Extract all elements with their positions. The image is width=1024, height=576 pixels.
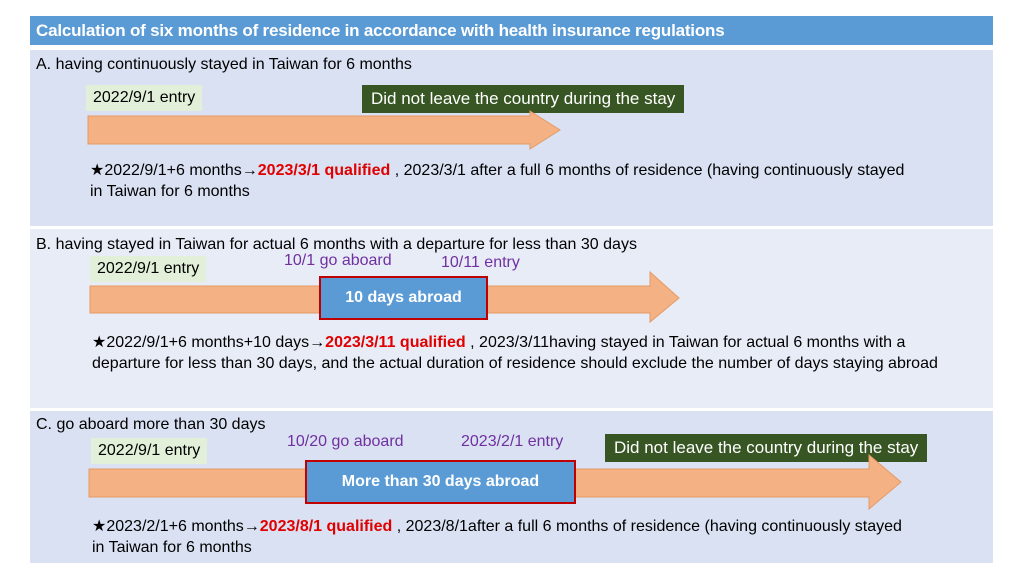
page-title: Calculation of six months of residence in accordance with health insurance regulations — [30, 16, 993, 45]
section-c-go-aboard-label: 10/20 go aboard — [287, 433, 404, 450]
section-b-note-prefix: ★2022/9/1+6 months+10 days→ — [92, 334, 326, 351]
section-a-title: A. having continuously stayed in Taiwan for 6 months — [36, 56, 412, 73]
section-a-note — [90, 160, 910, 202]
section-c-qualified-date: 2023/8/1 qualified — [259, 518, 393, 535]
section-b-abroad-box: 10 days abroad — [319, 276, 488, 320]
section-b-entry-label: 2022/9/1 entry — [90, 256, 206, 282]
section-a-entry-label: 2022/9/1 entry — [86, 85, 202, 111]
section-a-timeline-arrow — [88, 111, 563, 149]
section-c-title: C. go aboard more than 30 days — [36, 416, 266, 433]
section-b-go-aboard-label: 10/1 go aboard — [284, 252, 392, 269]
section-a-stay-label: Did not leave the country during the stay — [362, 85, 684, 113]
section-b-qualified-date: 2023/3/11 qualified — [325, 334, 466, 351]
section-c-entry-label: 2022/9/1 entry — [91, 438, 207, 464]
section-c-reentry-label: 2023/2/1 entry — [461, 433, 564, 450]
section-b-title: B. having stayed in Taiwan for actual 6 months with a departure for less than 30 days — [36, 236, 637, 253]
section-c-stay-label: Did not leave the country during the stay — [605, 434, 927, 462]
section-b-note — [92, 332, 962, 374]
section-a-note-suffix: , 2023/3/1 after a full 6 months of residence (having continuously stayed in Taiwan for 6 months — [90, 162, 905, 200]
section-b-reentry-label: 10/11 entry — [441, 254, 520, 271]
section-a-qualified-date: 2023/3/1 qualified — [257, 162, 391, 179]
section-c-abroad-box: More than 30 days abroad — [305, 460, 576, 504]
section-c-note-prefix: ★2023/2/1+6 months→ — [92, 518, 260, 535]
section-b-note-suffix: , 2023/3/11having stayed in Taiwan for actual 6 months with a departure for less than 30 days, and the actual duration of residence should exclude the number of days staying abroad — [92, 334, 938, 372]
section-c-note-suffix: , 2023/8/1after a full 6 months of residence (having continuously stayed in Taiwan for 6 months — [92, 518, 902, 556]
section-a-note-prefix: ★2022/9/1+6 months→ — [90, 162, 258, 179]
section-c-note — [92, 516, 912, 558]
